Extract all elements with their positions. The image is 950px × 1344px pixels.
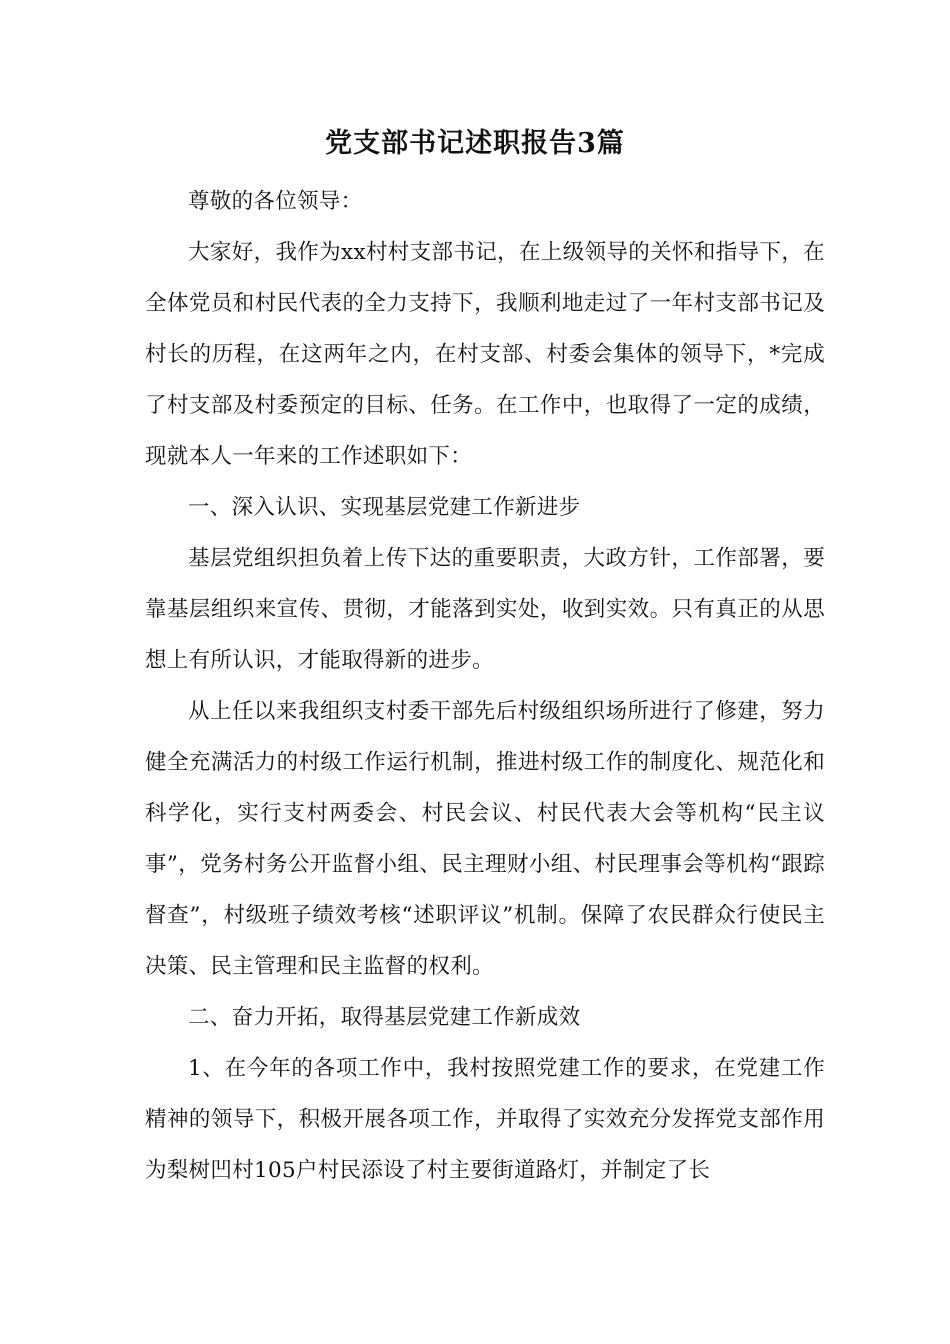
body-paragraph: 基层党组织担负着上传下达的重要职责，大政方针，工作部署，要靠基层组织来宣传、贯彻，才能落到实处，收到实效。只有真正的从思想上有所认识，才能取得新的进步。 — [145, 546, 825, 673]
document-title: 党支部书记述职报告3篇 — [325, 128, 625, 159]
section-heading-1: 一、深入认识、实现基层党建工作新进步 — [188, 495, 581, 520]
salutation-paragraph: 尊敬的各位领导： — [188, 189, 363, 214]
document-body — [145, 176, 825, 1196]
section-heading-2: 二、奋力开拓，取得基层党建工作新成效 — [188, 1005, 581, 1030]
body-paragraph: 1、在今年的各项工作中，我村按照党建工作的要求，在党建工作精神的领导下，积极开展各项工作，并取得了实效充分发挥党支部作用为梨树凹村105户村民添设了村主要街道路灯，并制定了长 — [145, 1056, 825, 1183]
body-paragraph: 从上任以来我组织支村委干部先后村级组织场所进行了修建，努力健全充满活力的村级工作运行机制，推进村级工作的制度化、规范化和科学化，实行支村两委会、村民会议、村民代表大会等机构“民主议事”，党务村务公开监督小组、民主理财小组、村民理事会等机构“跟踪督查”，村级班子绩效考核“述职评议”机制。保障了农民群众行使民主决策、民主管理和民主监督的权利。 — [145, 699, 825, 979]
intro-paragraph: 大家好，我作为xx村村支部书记，在上级领导的关怀和指导下，在全体党员和村民代表的全力支持下，我顺利地走过了一年村支部书记及村长的历程，在这两年之内，在村支部、村委会集体的领导下，*完成了村支部及村委预定的目标、任务。在工作中，也取得了一定的成绩，现就本人一年来的工作述职如下： — [145, 240, 825, 469]
